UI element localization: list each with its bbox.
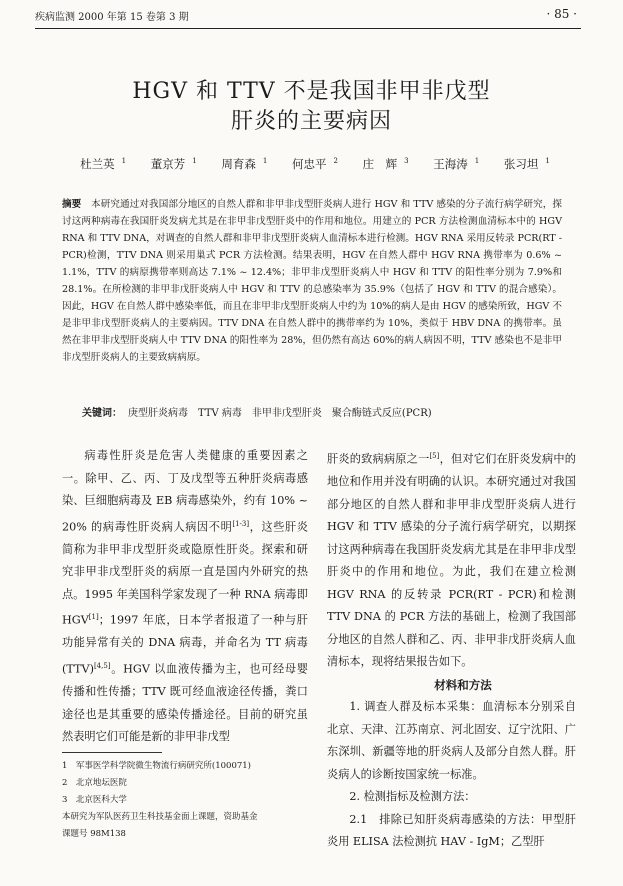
title-line-2: 肝炎的主要病因: [230, 109, 392, 134]
section-heading: 材料和方法: [434, 677, 492, 692]
text-run: 肝炎的致病病原之一: [327, 452, 430, 466]
author: [214, 157, 267, 171]
author-affiliation: 3: [404, 157, 409, 166]
text-run: ；1997 年底，日本学者报道了一种与肝功能异常有关的 DNA 病毒，并命名为 TT 病毒(TTV): [62, 613, 308, 676]
abstract: [62, 196, 562, 366]
footnote: 2 北京地坛医院: [62, 778, 127, 788]
author-name: 王海涛: [433, 157, 468, 171]
author-affiliation: 1: [262, 157, 268, 166]
author: [144, 157, 197, 171]
author: [73, 157, 126, 171]
author-name: 庄 辉: [362, 157, 398, 171]
methods-paragraph-1: 1. 调查人群及标本采集：血清标本分别采自北京、天津、江苏南京、河北固安、辽宁沈阳、广东深圳、新疆等地的肝炎病人及部分自然人群。肝炎病人的诊断按国家统一标准。: [327, 700, 576, 781]
footnote-rule: [62, 752, 162, 753]
citation: [1]: [88, 613, 99, 622]
citation: [5]: [429, 452, 440, 460]
footnotes: [62, 758, 312, 843]
citation: [1-3]: [232, 519, 250, 528]
title-line-1: HGV 和 TTV 不是我国非甲非戊型: [132, 79, 491, 104]
author-name: 董京芳: [150, 157, 186, 171]
footnote: 课题号 98M138: [62, 829, 126, 839]
keywords-label: 关键词：: [82, 408, 122, 419]
author: [497, 157, 550, 171]
abstract-label: 摘要: [62, 199, 82, 210]
footnote: 本研究为军队医药卫生科技基金面上课题，资助基金: [62, 812, 258, 822]
keywords-items: 庚型肝炎病毒 TTV 病毒 非甲非戊型肝炎 聚合酶链式反应(PCR): [128, 408, 432, 419]
text-run: ，但对它们在肝炎发病中的地位和作用并没有明确的认识。本研究通过对我国部分地区的自然人群和非甲非戊型肝炎病人进行 HGV 和 TTV 感染的分子流行病学研究，以期探讨这两种病毒在我国肝炎发病尤其是在非甲非戊型肝炎中的作用和地位。为此，我们在建立检测 HGV RNA 的反转录 PCR(RT - PCR)和检测 TTV DNA 的 PCR 方法的基础上，检测了我国部分地区的自然人群和乙、丙、非甲非戊肝炎病人血清标本，现将结果报告如下。: [327, 452, 576, 669]
journal-header: 疾病监测 2000 年第 15 卷第 3 期: [35, 12, 189, 23]
text-run: 。HGV 以血液传播为主，也可经母婴传播和性传播；TTV 既可经血液途径传播，粪口途径也是其重要的感染传播途径。目前的研究虽然表明它们可能是新的非甲非戊型: [62, 662, 308, 744]
footnote: 3 北京医科大学: [62, 795, 127, 805]
author-name: 周育森: [221, 157, 256, 171]
methods-paragraph-2: 2. 检测指标及检测方法：: [349, 790, 476, 804]
right-column: [327, 445, 576, 854]
intro-continued: [327, 445, 576, 674]
author-affiliation: 1: [192, 157, 197, 166]
citation: [4,5]: [93, 661, 111, 670]
author-affiliation: 1: [545, 157, 550, 166]
author-affiliation: 2: [333, 157, 338, 166]
author: [285, 157, 338, 171]
footnote: 1 军事医学科学院微生物流行病研究所(100071): [62, 761, 251, 771]
author-affiliation: 1: [474, 157, 480, 166]
author: [356, 157, 409, 171]
intro-paragraph: [62, 445, 308, 749]
page-number: · 85 ·: [546, 7, 577, 21]
author-affiliation: 1: [121, 157, 127, 166]
author-name: 杜兰英: [80, 157, 115, 171]
author-name: 何忠平: [292, 157, 327, 171]
author-name: 张习坦: [503, 157, 539, 171]
author-list: [0, 156, 623, 172]
abstract-text: 本研究通过对我国部分地区的自然人群和非甲非戊型肝炎病人进行 HGV 和 TTV 感染的分子流行病学研究，探讨这两种病毒在我国肝炎发病尤其是在非甲非戊型肝炎中的作用和地位。用建立的 PCR 方法检测血清标本中的 HGV RNA 和 TTV DNA，对调查的自然人群和非甲非戊型肝炎病人血清标本进行检测。HGV RNA 采用反转录 PCR(RT - PCR)检测，TTV DNA 则采用巢式 PCR 方法检测。结果表明，HGV 在自然人群中 HGV RNA 携带率为 0.6% ~ 1.1%，TTV 的病原携带率则高达 7.1% ~ 12.4%；非甲非戊型肝炎病人中 HGV 和 TTV 的阳性率分别为 7.9%和 28.1%。在所检测的非甲非戊肝炎病人中 HGV 和 TTV 的总感染率为 35.9%（包括了 HGV 和 TTV 的混合感染）。因此，HGV 在自然人群中感染率低，而且在非甲非戊型肝炎病人中约为 10%的病人是由 HGV 的感染所致，HGV 不是非甲非戊型肝炎病人的主要病因。TTV DNA 在自然人群中的携带率约为 10%，类似于 HBV DNA 的携带率。虽然在非甲非戊型肝炎病人中 TTV DNA 的阳性率为 28%，但仍然有高达 60%的病人病因不明，TTV 感染也不是非甲非戊型肝炎病人的主要致病病原。: [62, 199, 563, 363]
header-rule: [35, 28, 581, 29]
keywords: [82, 404, 432, 419]
methods-paragraph-3: 2.1 排除已知肝炎病毒感染的方法：甲型肝炎用 ELISA 法检测抗 HAV - IgM；乙型肝: [327, 812, 576, 849]
author: [426, 157, 479, 171]
text-run: ，这些肝炎简称为非甲非戊型肝炎或隐原性肝炎。探索和研究非甲非戊型肝炎的病原一直是国内外研究的热点。1995 年美国科学家发现了一种 RNA 病毒即 HGV: [62, 520, 308, 627]
text-run: 病毒性肝炎是危害人类健康的重要因素之一。除甲、乙、丙、丁及戊型等五种肝炎病毒感染、巨细胞病毒及 EB 病毒感染外，约有 10% ~ 20% 的病毒性肝炎病人病因不明: [62, 449, 308, 534]
left-column: [62, 445, 308, 749]
